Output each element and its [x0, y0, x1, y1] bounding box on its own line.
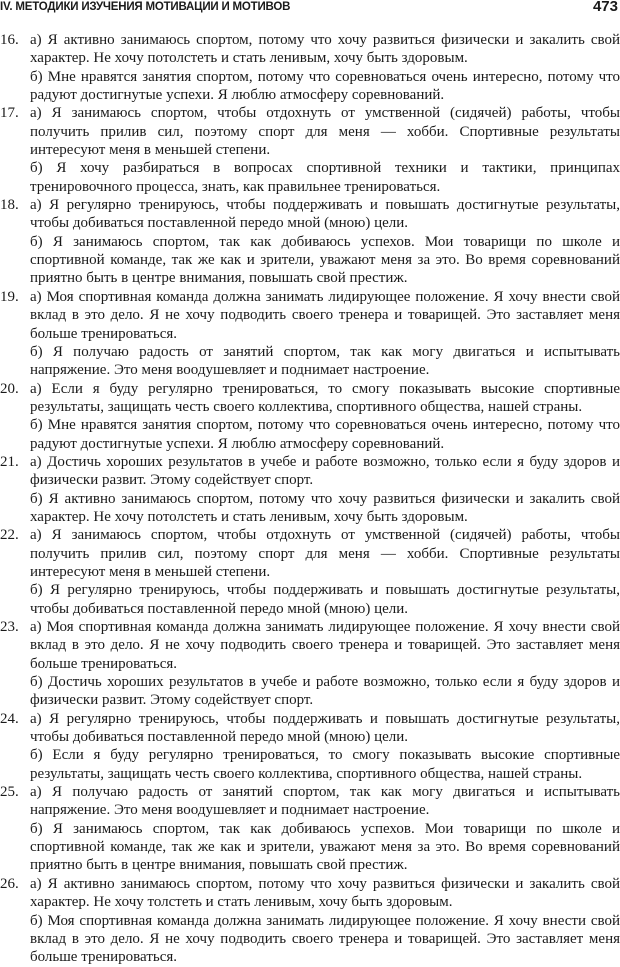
option-a: а) Я регулярно тренируюсь, чтобы поддерживать и повышать достигнутые результаты, чтобы добиваться поставленной передо мной (мною) цели.	[30, 710, 620, 746]
option-a: а) Моя спортивная команда должна занимать лидирующее положение. Я хочу внести свой вклад в это дело. Я не хочу подводить своего тренера и товарищей. Это заставляет меня больше тренироваться.	[30, 288, 620, 342]
question-item-22	[0, 526, 620, 618]
option-b: б) Я хочу разбираться в вопросах спортивной техники и тактики, принципах тренировочного процесса, знать, как правильнее тренироваться.	[30, 160, 620, 195]
option-a: а) Я активно занимаюсь спортом, потому что хочу развиться физически и закалить свой характер. Не хочу потолстеть и стать ленивым, хочу быть здоровым.	[30, 32, 620, 67]
questionnaire-items	[0, 31, 620, 967]
question-item-21	[0, 453, 620, 526]
option-b: б) Я занимаюсь спортом, так как добиваюсь успехов. Мои товарищи по школе и спортивной команде, так же как и зрители, уважают меня за это. Во время соревнований приятно быть в центре внимания, повышать свой престиж.	[30, 233, 620, 287]
option-a: а) Я активно занимаюсь спортом, потому что хочу развиться физически и закалить свой характер. Не хочу толстеть и стать ленивым, хочу быть здоровым.	[30, 875, 620, 911]
option-b: б) Достичь хороших результатов в учебе и работе возможно, только если я буду здоров и физически развит. Этому содействует спорт.	[30, 674, 620, 709]
option-b: б) Я занимаюсь спортом, так как добиваюсь успехов. Мои товарищи по школе и спортивной команде, так же как и зрители, уважают меня за это. Во время соревнований приятно быть в центре внимания, повышать свой престиж.	[30, 820, 620, 874]
item-number: 22.	[0, 527, 19, 544]
option-b: б) Я получаю радость от занятий спортом, так как могу двигаться и испытывать напряжение. Это меня воодушевляет и поднимает настроение.	[30, 343, 620, 379]
option-a: а) Если я буду регулярно тренироваться, то смогу показывать высокие спортивные результаты, защищать честь своего коллектива, спортивного общества, нашей страны.	[30, 380, 620, 415]
question-item-24	[0, 710, 620, 783]
option-b: б) Я активно занимаюсь спортом, потому что хочу развиться физически и закалить свой характер. Не хочу потолстеть и стать ленивым, хочу быть здоровым.	[30, 490, 620, 525]
option-a: а) Моя спортивная команда должна занимать лидирующее положение. Я хочу внести свой вклад в это дело. Я не хочу подводить своего тренера и товарищей. Это заставляет меня больше тренироваться.	[30, 619, 620, 672]
page-number: 473	[592, 0, 618, 15]
item-number: 17.	[0, 105, 19, 122]
question-item-18	[0, 196, 620, 288]
option-a: а) Я регулярно тренируюсь, чтобы поддерживать и повышать достигнутые результаты, чтобы добиваться поставленной передо мной (мною) цели.	[30, 197, 620, 232]
item-number: 20.	[0, 380, 19, 397]
item-number: 24.	[0, 710, 19, 727]
item-number: 21.	[0, 453, 19, 470]
question-item-25	[0, 783, 620, 875]
option-b: б) Моя спортивная команда должна занимать лидирующее положение. Я хочу внести свой вклад в это дело. Я не хочу подводить своего тренера и товарищей. Это заставляет меня больше тренироваться.	[30, 912, 620, 966]
option-b: б) Мне нравятся занятия спортом, потому что соревноваться очень интересно, потому что радуют достигнутые успехи. Я люблю атмосферу соревнований.	[30, 68, 620, 104]
question-item-19	[0, 288, 620, 380]
item-number: 16.	[0, 32, 19, 48]
item-number: 26.	[0, 875, 19, 892]
option-b: б) Я регулярно тренируюсь, чтобы поддерживать и повышать достигнутые результаты, чтобы добиваться поставленной передо мной (мною) цели.	[30, 582, 620, 617]
option-b: б) Мне нравятся занятия спортом, потому что соревноваться очень интересно, потому что радуют достигнутые успехи. Я люблю атмосферу соревнований.	[30, 417, 620, 452]
item-number: 23.	[0, 619, 19, 635]
option-a: а) Я занимаюсь спортом, чтобы отдохнуть от умственной (сидячей) работы, чтобы получить прилив сил, поэтому спорт для меня — хобби. Спортивные результаты интересуют меня в меньшей степени.	[30, 527, 620, 580]
section-title: IV. МЕТОДИКИ ИЗУЧЕНИЯ МОТИВАЦИИ И МОТИВОВ	[0, 1, 291, 13]
question-item-23	[0, 618, 620, 710]
option-a: а) Я занимаюсь спортом, чтобы отдохнуть от умственной (сидячей) работы, чтобы получить прилив сил, поэтому спорт для меня — хобби. Спортивные результаты интересуют меня в меньшей степени.	[30, 105, 620, 159]
item-number: 25.	[0, 784, 19, 801]
question-item-16	[0, 31, 620, 104]
question-item-26	[0, 875, 620, 967]
option-a: а) Достичь хороших результатов в учебе и работе возможно, только если я буду здоров и физически развит. Этому содействует спорт.	[30, 453, 620, 489]
option-a: а) Я получаю радость от занятий спортом, так как могу двигаться и испытывать напряжение. Это меня воодушевляет и поднимает настроение.	[30, 784, 620, 819]
option-b: б) Если я буду регулярно тренироваться, то смогу показывать высокие спортивные результаты, защищать честь своего коллектива, спортивного общества, нашей страны.	[30, 747, 620, 782]
question-item-20	[0, 380, 620, 453]
question-item-17	[0, 104, 620, 196]
item-number: 18.	[0, 197, 19, 214]
page-header	[0, 0, 620, 18]
item-number: 19.	[0, 288, 19, 305]
